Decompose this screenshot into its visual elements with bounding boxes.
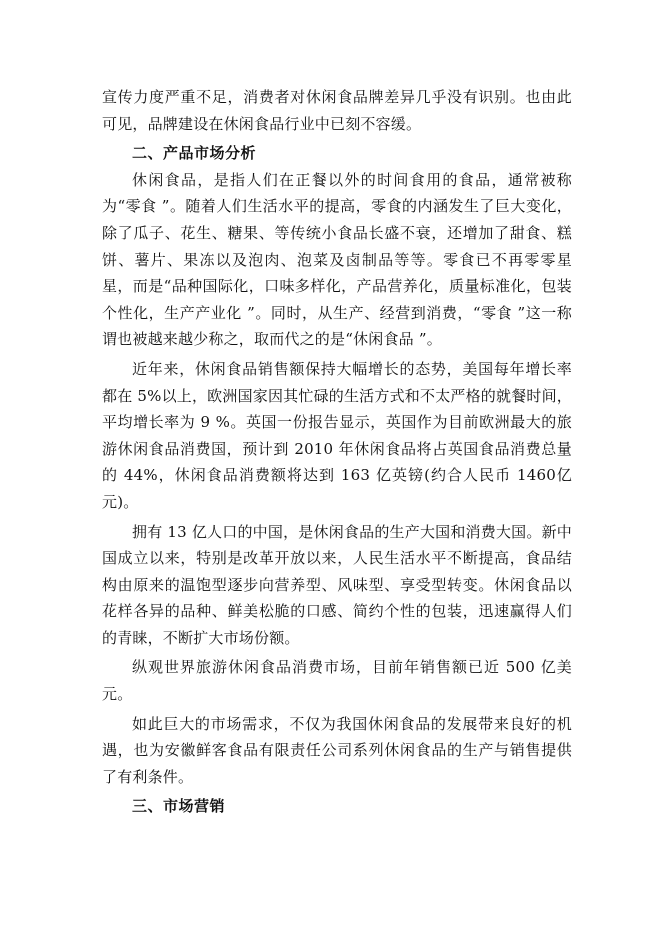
document-page bbox=[102, 84, 572, 820]
section-heading-product-market: 二、产品市场分析 bbox=[132, 144, 257, 163]
paragraph-china-market: 拥有 13 亿人口的中国，是休闲食品的生产大国和消费大国。新中国成立以来，特别是改革开放以来，人民生活水平不断提高，食品结构由原来的温饱型逐步向营养型、风味型、享受型转变。休闲食品以花样各异的品种、鲜美松脆的口感、简约个性的包装，迅速赢得人们的青睐，不断扩大市场份额。 bbox=[102, 522, 572, 647]
paragraph-opportunity: 如此巨大的市场需求，不仅为我国休闲食品的发展带来良好的机遇，也为安徽鲜客食品有限责任公司系列休闲食品的生产与销售提供了有利条件。 bbox=[102, 714, 572, 786]
paragraph-world-market: 纵观世界旅游休闲食品消费市场，目前年销售额已近 500 亿美元。 bbox=[102, 658, 572, 704]
paragraph-intro: 宣传力度严重不足，消费者对休闲食品牌差异几乎没有识别。也由此可见，品牌建设在休闲食品行业中已刻不容缓。 bbox=[102, 88, 572, 133]
section-heading-marketing: 三、市场营销 bbox=[132, 797, 226, 816]
paragraph-growth-stats: 近年来，休闲食品销售额保持大幅增长的态势，美国每年增长率都在 5%以上，欧洲国家因其忙碌的生活方式和不太严格的就餐时间，平均增长率为 9 %。英国一份报告显示，英国作为目前欧洲最大的旅游休闲食品消费国，预计到 2010 年休闲食品将占英国食品消费总量的 44%，休闲食品消费额将达到 163 亿英镑(约合人民币 1460亿元)。 bbox=[102, 359, 572, 511]
paragraph-snack-definition: 休闲食品，是指人们在正餐以外的时间食用的食品，通常被称为“零食 ”。随着人们生活水平的提高，零食的内涵发生了巨大变化，除了瓜子、花生、糖果、等传统小食品长盛不衰，还增加了甜食、糕饼、薯片、果冻以及泡肉、泡菜及卤制品等等。零食已不再零零星星，而是“品种国际化，口味多样化，产品营养化，质量标准化，包装个性化，生产产业化 ”。同时，从生产、经营到消费，“零食 ”这一称谓也被越来越少称之，取而代之的是“休闲食品 ”。 bbox=[102, 170, 572, 349]
